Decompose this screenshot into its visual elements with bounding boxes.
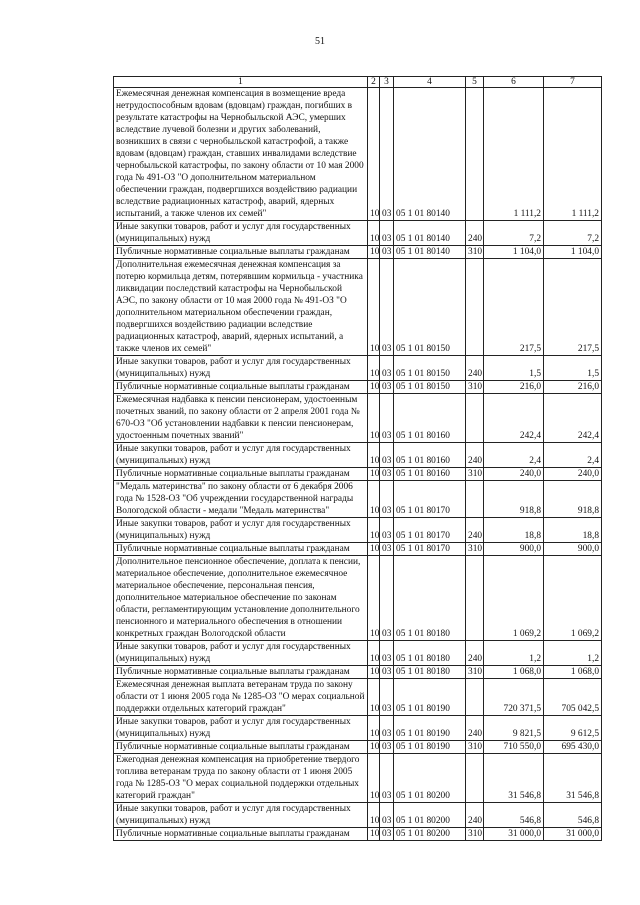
expense-type-code <box>466 481 484 518</box>
expense-type-code: 240 <box>466 443 484 468</box>
subsection-code: 03 <box>380 679 394 716</box>
row-description: Публичные нормативные социальные выплаты гражданам <box>114 381 368 394</box>
table-row <box>114 828 602 841</box>
expense-type-code <box>466 259 484 356</box>
amount-year-2: 31 546,8 <box>544 754 602 803</box>
expense-type-code: 240 <box>466 221 484 246</box>
target-article-code: 05 1 01 80170 <box>394 518 466 543</box>
amount-year-2: 18,8 <box>544 518 602 543</box>
amount-year-2: 242,4 <box>544 394 602 443</box>
amount-year-2: 217,5 <box>544 259 602 356</box>
table-row <box>114 443 602 468</box>
amount-year-2: 546,8 <box>544 803 602 828</box>
section-code: 10 <box>368 828 380 841</box>
row-description: Дополнительное пенсионное обеспечение, доплата к пенсии, материальное обеспечение, дополнительное ежемесячное материальное обеспечение, персональная пенсия, дополнительное материальное обеспечение по законам области, регламентирующим установление дополнительного пенсионного и материального обеспечения в отношении конкретных граждан Вологодской области <box>114 556 368 641</box>
amount-year-1: 710 550,0 <box>484 741 544 754</box>
table-row <box>114 481 602 518</box>
row-description: Иные закупки товаров, работ и услуг для государственных (муниципальных) нужд <box>114 356 368 381</box>
amount-year-2: 918,8 <box>544 481 602 518</box>
section-code: 10 <box>368 741 380 754</box>
expense-type-code <box>466 394 484 443</box>
amount-year-1: 216,0 <box>484 381 544 394</box>
subsection-code: 03 <box>380 356 394 381</box>
column-header: 7 <box>544 77 602 88</box>
amount-year-1: 31 000,0 <box>484 828 544 841</box>
amount-year-2: 7,2 <box>544 221 602 246</box>
column-header: 6 <box>484 77 544 88</box>
section-code: 10 <box>368 259 380 356</box>
target-article-code: 05 1 01 80150 <box>394 259 466 356</box>
subsection-code: 03 <box>380 394 394 443</box>
table-row <box>114 468 602 481</box>
table-row <box>114 259 602 356</box>
subsection-code: 03 <box>380 88 394 221</box>
amount-year-1: 900,0 <box>484 543 544 556</box>
table-row <box>114 381 602 394</box>
amount-year-2: 1 068,0 <box>544 666 602 679</box>
amount-year-1: 1 069,2 <box>484 556 544 641</box>
amount-year-1: 918,8 <box>484 481 544 518</box>
section-code: 10 <box>368 221 380 246</box>
target-article-code: 05 1 01 80180 <box>394 556 466 641</box>
amount-year-1: 9 821,5 <box>484 716 544 741</box>
expense-type-code: 240 <box>466 518 484 543</box>
section-code: 10 <box>368 754 380 803</box>
row-description: Ежемесячная денежная компенсация в возмещение вреда нетрудоспособным вдовам (вдовцам) граждан, погибших в результате катастрофы на Чернобыльской АЭС, умерших вследствие лучевой болезни и других заболеваний, возникших в связи с чернобыльской катастрофой, а также вдовам (вдовцам) граждан, ставших инвалидами вследствие чернобыльской катастрофы, по закону области от 10 мая 2000 года № 491-ОЗ "О дополнительном материальном обеспечении граждан, подвергшихся воздействию радиации вследствие радиационных катастроф, аварий, ядерных испытаний, а также членов их семей" <box>114 88 368 221</box>
table-row <box>114 754 602 803</box>
table-row <box>114 543 602 556</box>
section-code: 10 <box>368 88 380 221</box>
row-description: Ежегодная денежная компенсация на приобретение твердого топлива ветеранам труда по закону области от 1 июня 2005 года № 1285-ОЗ "О мерах социальной поддержки отдельных категорий граждан" <box>114 754 368 803</box>
target-article-code: 05 1 01 80200 <box>394 803 466 828</box>
amount-year-2: 900,0 <box>544 543 602 556</box>
amount-year-1: 1 068,0 <box>484 666 544 679</box>
subsection-code: 03 <box>380 246 394 259</box>
column-header: 3 <box>380 77 394 88</box>
target-article-code: 05 1 01 80170 <box>394 481 466 518</box>
row-description: Публичные нормативные социальные выплаты гражданам <box>114 468 368 481</box>
subsection-code: 03 <box>380 468 394 481</box>
amount-year-2: 240,0 <box>544 468 602 481</box>
section-code: 10 <box>368 716 380 741</box>
amount-year-2: 1,2 <box>544 641 602 666</box>
amount-year-2: 1,5 <box>544 356 602 381</box>
row-description: Публичные нормативные социальные выплаты гражданам <box>114 246 368 259</box>
subsection-code: 03 <box>380 221 394 246</box>
section-code: 10 <box>368 543 380 556</box>
section-code: 10 <box>368 356 380 381</box>
table-row <box>114 88 602 221</box>
expense-type-code <box>466 88 484 221</box>
target-article-code: 05 1 01 80190 <box>394 716 466 741</box>
amount-year-1: 217,5 <box>484 259 544 356</box>
amount-year-2: 216,0 <box>544 381 602 394</box>
amount-year-1: 546,8 <box>484 803 544 828</box>
expense-type-code: 240 <box>466 356 484 381</box>
row-description: Иные закупки товаров, работ и услуг для государственных (муниципальных) нужд <box>114 443 368 468</box>
subsection-code: 03 <box>380 754 394 803</box>
subsection-code: 03 <box>380 716 394 741</box>
table-row <box>114 803 602 828</box>
section-code: 10 <box>368 394 380 443</box>
subsection-code: 03 <box>380 556 394 641</box>
target-article-code: 05 1 01 80190 <box>394 741 466 754</box>
subsection-code: 03 <box>380 518 394 543</box>
section-code: 10 <box>368 556 380 641</box>
column-header: 1 <box>114 77 368 88</box>
amount-year-1: 7,2 <box>484 221 544 246</box>
amount-year-1: 242,4 <box>484 394 544 443</box>
amount-year-2: 695 430,0 <box>544 741 602 754</box>
expense-type-code: 240 <box>466 803 484 828</box>
table-header-row <box>114 77 602 88</box>
table-row <box>114 556 602 641</box>
budget-table <box>113 76 602 841</box>
column-header: 4 <box>394 77 466 88</box>
page-number: 51 <box>315 36 325 47</box>
column-header: 5 <box>466 77 484 88</box>
amount-year-1: 1,2 <box>484 641 544 666</box>
table-row <box>114 518 602 543</box>
row-description: Публичные нормативные социальные выплаты гражданам <box>114 741 368 754</box>
row-description: Иные закупки товаров, работ и услуг для государственных (муниципальных) нужд <box>114 641 368 666</box>
amount-year-1: 240,0 <box>484 468 544 481</box>
target-article-code: 05 1 01 80140 <box>394 246 466 259</box>
row-description: "Медаль материнства" по закону области от 6 декабря 2006 года № 1528-ОЗ "Об учреждении государственной награды Вологодской области - медали "Медаль материнства" <box>114 481 368 518</box>
amount-year-2: 2,4 <box>544 443 602 468</box>
row-description: Публичные нормативные социальные выплаты гражданам <box>114 543 368 556</box>
row-description: Иные закупки товаров, работ и услуг для государственных (муниципальных) нужд <box>114 716 368 741</box>
amount-year-2: 1 069,2 <box>544 556 602 641</box>
section-code: 10 <box>368 468 380 481</box>
target-article-code: 05 1 01 80160 <box>394 443 466 468</box>
subsection-code: 03 <box>380 741 394 754</box>
section-code: 10 <box>368 381 380 394</box>
table-row <box>114 679 602 716</box>
amount-year-1: 1 111,2 <box>484 88 544 221</box>
expense-type-code <box>466 754 484 803</box>
table-row <box>114 716 602 741</box>
row-description: Публичные нормативные социальные выплаты гражданам <box>114 828 368 841</box>
amount-year-1: 31 546,8 <box>484 754 544 803</box>
section-code: 10 <box>368 641 380 666</box>
table-body <box>114 88 602 841</box>
amount-year-2: 1 104,0 <box>544 246 602 259</box>
row-description: Иные закупки товаров, работ и услуг для государственных (муниципальных) нужд <box>114 221 368 246</box>
table-row <box>114 356 602 381</box>
section-code: 10 <box>368 481 380 518</box>
row-description: Ежемесячная надбавка к пенсии пенсионерам, удостоенным почетных званий, по закону области от 2 апреля 2001 года № 670-ОЗ "Об установлении надбавки к пенсии пенсионерам, удостоенным почетных званий" <box>114 394 368 443</box>
expense-type-code: 310 <box>466 828 484 841</box>
row-description: Ежемесячная денежная выплата ветеранам труда по закону области от 1 июня 2005 года № 1285-ОЗ "О мерах социальной поддержки отдельных категорий граждан" <box>114 679 368 716</box>
table-row <box>114 394 602 443</box>
section-code: 10 <box>368 679 380 716</box>
amount-year-2: 1 111,2 <box>544 88 602 221</box>
subsection-code: 03 <box>380 259 394 356</box>
target-article-code: 05 1 01 80170 <box>394 543 466 556</box>
table-row <box>114 666 602 679</box>
expense-type-code: 310 <box>466 468 484 481</box>
expense-type-code: 310 <box>466 246 484 259</box>
expense-type-code: 310 <box>466 741 484 754</box>
expense-type-code: 310 <box>466 666 484 679</box>
table-row <box>114 246 602 259</box>
expense-type-code: 240 <box>466 716 484 741</box>
expense-type-code <box>466 556 484 641</box>
section-code: 10 <box>368 803 380 828</box>
target-article-code: 05 1 01 80150 <box>394 381 466 394</box>
target-article-code: 05 1 01 80140 <box>394 88 466 221</box>
expense-type-code: 310 <box>466 543 484 556</box>
amount-year-1: 2,4 <box>484 443 544 468</box>
target-article-code: 05 1 01 80200 <box>394 828 466 841</box>
target-article-code: 05 1 01 80160 <box>394 394 466 443</box>
expense-type-code: 240 <box>466 641 484 666</box>
row-description: Иные закупки товаров, работ и услуг для государственных (муниципальных) нужд <box>114 803 368 828</box>
subsection-code: 03 <box>380 828 394 841</box>
target-article-code: 05 1 01 80190 <box>394 679 466 716</box>
amount-year-1: 1,5 <box>484 356 544 381</box>
amount-year-1: 1 104,0 <box>484 246 544 259</box>
section-code: 10 <box>368 518 380 543</box>
target-article-code: 05 1 01 80150 <box>394 356 466 381</box>
target-article-code: 05 1 01 80160 <box>394 468 466 481</box>
target-article-code: 05 1 01 80140 <box>394 221 466 246</box>
amount-year-1: 720 371,5 <box>484 679 544 716</box>
row-description: Публичные нормативные социальные выплаты гражданам <box>114 666 368 679</box>
subsection-code: 03 <box>380 381 394 394</box>
target-article-code: 05 1 01 80200 <box>394 754 466 803</box>
amount-year-2: 705 042,5 <box>544 679 602 716</box>
table-row <box>114 221 602 246</box>
subsection-code: 03 <box>380 666 394 679</box>
table-row <box>114 741 602 754</box>
table-row <box>114 641 602 666</box>
target-article-code: 05 1 01 80180 <box>394 666 466 679</box>
section-code: 10 <box>368 246 380 259</box>
subsection-code: 03 <box>380 803 394 828</box>
subsection-code: 03 <box>380 443 394 468</box>
section-code: 10 <box>368 443 380 468</box>
column-header: 2 <box>368 77 380 88</box>
expense-type-code: 310 <box>466 381 484 394</box>
expense-type-code <box>466 679 484 716</box>
amount-year-2: 31 000,0 <box>544 828 602 841</box>
row-description: Дополнительная ежемесячная денежная компенсация за потерю кормильца детям, потерявшим кормильца - участника ликвидации последствий катастрофы на Чернобыльской АЭС, по закону области от 10 мая 2000 года № 491-ОЗ "О дополнительном материальном обеспечении граждан, подвергшихся воздействию радиации вследствие радиационных катастроф, аварий, ядерных испытаний, а также членов их семей" <box>114 259 368 356</box>
amount-year-2: 9 612,5 <box>544 716 602 741</box>
subsection-code: 03 <box>380 543 394 556</box>
amount-year-1: 18,8 <box>484 518 544 543</box>
subsection-code: 03 <box>380 481 394 518</box>
subsection-code: 03 <box>380 641 394 666</box>
row-description: Иные закупки товаров, работ и услуг для государственных (муниципальных) нужд <box>114 518 368 543</box>
target-article-code: 05 1 01 80180 <box>394 641 466 666</box>
section-code: 10 <box>368 666 380 679</box>
